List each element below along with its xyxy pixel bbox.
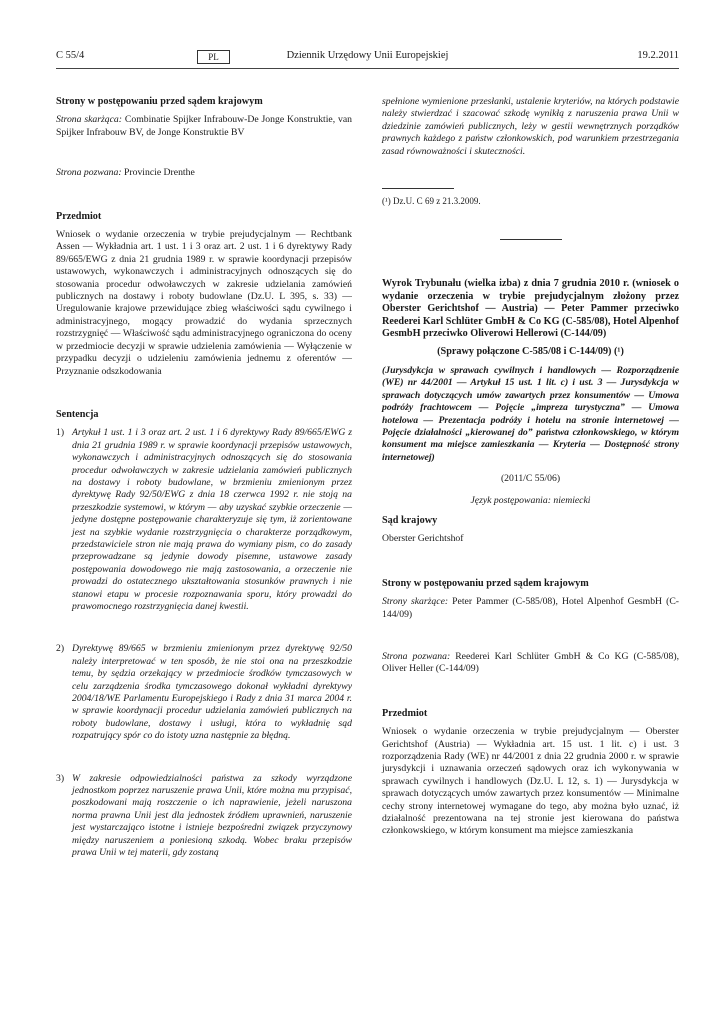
claimants-paragraph <box>382 596 679 621</box>
defendant-paragraph <box>56 167 352 179</box>
subject-text: Wniosek o wydanie orzeczenia w trybie prejudycjalnym — Rechtbank Assen — Wykładnia art. 1 ust. 1 i 3 oraz art. 2 ust. 1 i 6 dyrektywy Rady 89/665/EWG z dnia 21 grudnia 1989 r. w sprawie koordynacji przepisów ustawowych, wykonawczych i administracyjnych odnoszących się do stosowania procedur odwoławczych w zakresie udzielania zamówień publicznych na dostawy i roboty budowlane (Dz.U. L 395, s. 33) — Uregulowanie krajowe przewidujące zbieg właściwości sądu cywilnego i administracyjnego, mogący prowadzić do wydania sprzecznych rozstrzygnięć — Właściwość sądu administracyjnego ograniczona do oceny w przedmiocie decyzji w sprawie udzielenia zamówienia — Wyłączenie w przypadku decyzji o udzieleniu zamówienia jednemu z oferentów — Przyznanie odszkodowania <box>56 229 352 377</box>
ruling-item-number: 3) <box>56 772 65 784</box>
ruling-item <box>56 643 352 742</box>
header-divider <box>56 68 679 69</box>
subject-text: Wniosek o wydanie orzeczenia w trybie prejudycjalnym — Oberster Gerichtshof (Austria) — Wykładnia art. 15 ust. 1 lit. c) i ust. 3 rozporządzenia Rady (WE) nr 44/2001 z dnia 22 grudnia 2000 r. w sprawie jurysdykcji i uznawania orzeczeń sądowych oraz ich wykonywania w sprawach cywilnych i handlowych (Dz.U. L 12, s. 1) — Jurysdykcja w sprawach dotyczących umów zawartych przez konsumentów — Minimalne cechy strony internetowej wymagane do tego, aby można było uznać, iż działalność prezentowana na tej stronie jest kierowana do państwa członkowskiego, w którym konsument ma miejsce zamieszkania <box>382 726 679 837</box>
ruling-item <box>56 773 352 860</box>
ruling-heading: Sentencja <box>56 408 99 420</box>
claimant-paragraph <box>56 114 352 139</box>
defendant-label: Strona pozwana: <box>382 650 451 662</box>
procedure-language: Język postępowania: niemiecki <box>470 494 591 506</box>
footnote-divider <box>382 188 454 189</box>
defendant-text: Reederei Karl Schlüter GmbH & Co KG (C-585/08), Oliver Heller (C-144/09) <box>382 650 679 675</box>
subject-heading: Przedmiot <box>382 707 428 719</box>
journal-title: Dziennik Urzędowy Unii Europejskiej <box>286 50 449 61</box>
claimants-label: Strony skarżące: <box>382 596 449 608</box>
court-heading: Sąd krajowy <box>382 514 438 526</box>
subject-heading: Przedmiot <box>56 210 102 222</box>
claimants-text: Peter Pammer (C-585/08), Hotel Alpenhof GesmbH (C-144/09) <box>382 596 680 620</box>
defendant-label: Strona pozwana: <box>56 167 122 179</box>
ruling-item-number: 2) <box>56 643 65 655</box>
ruling-item-text: W zakresie odpowiedzialności państwa za szkody wyrządzone jednostkom poprzez naruszenie prawa Unii, które można mu przypisać, poszkodowani mają roszczenie o ich naprawienie, jeżeli naruszona norma prawna Unii jest dla jednostek źródłem uprawnień, naruszenie jest wystarczająco istotne i istnieje bezpośredni związek przyczynowy między naruszeniem a poniesioną szkodą. Wobec braku przepisów prawa Unii w tej materii, gdy zostaną <box>72 772 352 859</box>
defendant-text: Provincie Drenthe <box>124 167 195 179</box>
oj-reference: (2011/C 55/06) <box>500 473 561 485</box>
section-divider <box>500 239 562 240</box>
judgment-keywords: (Jurysdykcja w sprawach cywilnych i handlowych — Rozporządzenie (WE) nr 44/2001 — Artykuł 15 ust. 1 lit. c) i ust. 3 — Jurysdykcja w sprawach dotyczących umów zawartych przez konsumentów — Umowa podróży frachtowcem — Pojęcie „impreza turystyczna” — Umowa hotelowa — Prezentacja podróży i hotelu na stronie internetowej — Pojęcie działalności „kierowanej do” państwa członkowskiego, w którym konsument ma miejsce zamieszkania — Kryteria — Dostępność strony internetowej) <box>382 364 679 463</box>
ruling-list <box>56 427 352 859</box>
ruling-continuation: spełnione wymienione przesłanki, ustalenie kryteriów, na których podstawie należy stwierdzać i szacować szkodę wynikłą z naruszenia prawa Unii w dziedzinie zamówień publicznych, leży w gestii wewnętrznych porządków prawnych każdego z państw członkowskich, pod warunkiem przestrzegania zasad równoważności i skuteczności. <box>382 96 679 157</box>
language-badge: PL <box>197 50 230 64</box>
footnote: (¹) Dz.U. C 69 z 21.3.2009. <box>382 196 481 207</box>
ruling-item-number: 1) <box>56 427 65 439</box>
defendant-paragraph <box>382 651 679 676</box>
ruling-item <box>56 427 352 613</box>
right-column <box>382 96 679 838</box>
ruling-item-text: Dyrektywę 89/665 w brzmieniu zmienionym przez dyrektywę 92/50 należy interpretować w ten sposób, że nie stoi ona na przeszkodzie temu, by sędzia orzekający w przedmiocie środków tymczasowych w celu zarządzenia środka tymczasowego dokonał wykładni dyrektywy 2004/18/WE Parlamentu Europejskiego i Rady z dnia 31 marca 2004 r. w sprawie koordynacji procedur udzielania zamówień publicznych na roboty budowlane, dostawy i usługi, która to wykładnię sąd rozpatrujący spór co do istoty uzna następnie za błędną. <box>72 643 352 742</box>
judgment-title: Wyrok Trybunału (wielka izba) z dnia 7 grudnia 2010 r. (wniosek o wydanie orzeczenia w trybie prejudycjalnym złożony przez Oberster Gerichtshof — Austria) — Peter Pammer przeciwko Reederei Karl Schlüter GmbH & Co KG (C-585/08), Hotel Alpenhof GesmbH przeciwko Oliverowi Hellerowi (C-144/09) <box>382 278 679 340</box>
parties-heading: Strony w postępowaniu przed sądem krajowym <box>382 577 589 589</box>
ruling-item-text: Artykuł 1 ust. 1 i 3 oraz art. 2 ust. 1 i 6 dyrektywy Rady 89/665/EWG z dnia 21 grudnia 1989 r. w sprawie koordynacji przepisów ustawowych, wykonawczych i administracyjnych odnoszących się do stosowania procedur odwoławczych w zakresie udzielania zamówień publicznych na dostawy i roboty budowlane, w brzmieniu zmienionym przez dyrektywę Rady 92/50/EWG z dnia 18 czerwca 1992 r. nie stoją na przeszkodzie systemowi, w którym — aby uzyskać szybkie orzeczenie — jedyne dostępne postępowanie charakteryzuje się tym, iż zorientowane jest na szybkie wydanie rozstrzygnięcia o charakterze porządkowym, przedstawiciele stron nie mają prawa do wymiany pism, co do zasady przeprowadzane są jedynie dowody pisemne, ustawowe zasady postępowania dowodowego nie mają zastosowania, a orzeczenie nie prowadzi do ostatecznego ukształtowania stosunków prawnych i nie stanowi etapu w procesie rozpoznawania sporu, który prowadzi do prawomocnego rozstrzygnięcia danej kwestii. <box>72 427 352 612</box>
journal-date: 19.2.2011 <box>637 50 679 61</box>
joined-cases: (Sprawy połączone C-585/08 i C-144/09) (¹) <box>437 346 624 358</box>
left-column <box>56 96 352 860</box>
claimant-label: Strona skarżąca: <box>56 114 123 126</box>
page-header <box>56 50 679 66</box>
parties-heading: Strony w postępowaniu przed sądem krajowym <box>56 96 263 107</box>
journal-reference: C 55/4 <box>56 50 85 61</box>
court-text: Oberster Gerichtshof <box>382 533 464 545</box>
claimant-text: Combinatie Spijker Infrabouw-De Jonge Konstruktie, van Spijker Infrabouw BV, de Jonge Konstruktie BV <box>56 114 353 138</box>
